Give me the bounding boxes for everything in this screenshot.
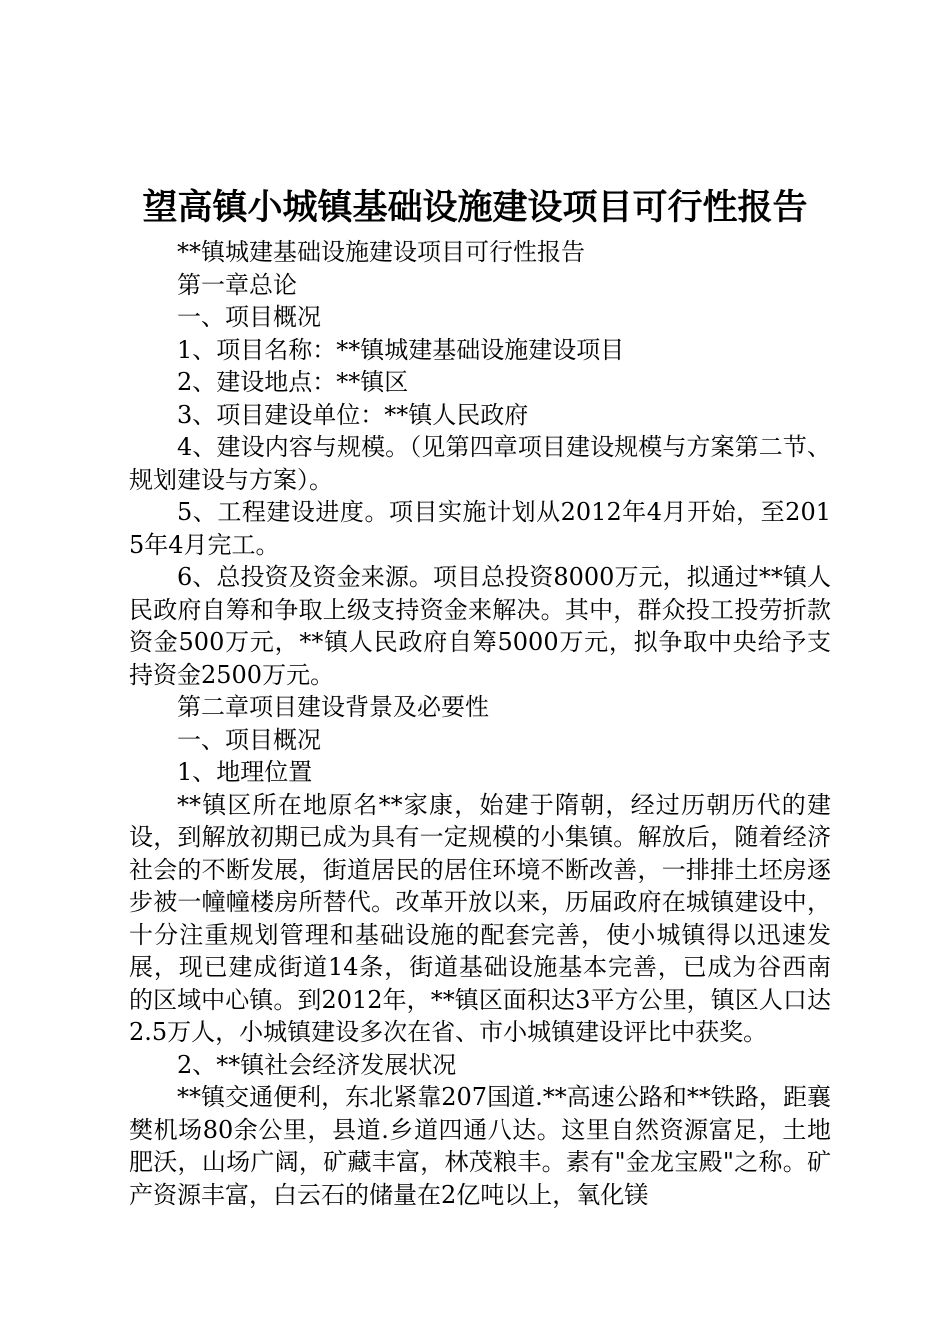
document-title: 望高镇小城镇基础设施建设项目可行性报告 xyxy=(142,187,808,228)
paragraph-geography-body: **镇区所在地原名**家康，始建于隋朝，经过历朝历代的建设，到解放初期已成为具有一定规模的小集镇。解放后，随着经济社会的不断发展，街道居民的居住环境不断改善，一排排土坯房逐步被一幢幢楼房所替代。改革开放以来，历届政府在城镇建设中，十分注重规划管理和基础设施的配套完善，使小城镇得以迅速发展，现已建成街道14条，街道基础设施基本完善，已成为谷西南的区域中心镇。到2012年，**镇区面积达3平方公里，镇区人口达2.5万人，小城镇建设多次在省、市小城镇建设评比中获奖。 xyxy=(129,790,831,1046)
paragraph-chapter-two-heading: 第二章项目建设背景及必要性 xyxy=(177,693,489,721)
paragraph-section-overview: 一、项目概况 xyxy=(177,303,321,331)
paragraph-investment-funding: 6、总投资及资金来源。项目总投资8000万元，拟通过**镇人民政府自筹和争取上级支持资金来解决。其中，群众投工投劳折款资金500万元，**镇人民政府自筹5000万元，拟争取中央给予支持资金2500万元。 xyxy=(129,563,831,689)
document-body xyxy=(129,236,831,1211)
paragraph-chapter-one-heading: 第一章总论 xyxy=(177,270,297,299)
paragraph-project-name: 1、项目名称：**镇城建基础设施建设项目 xyxy=(177,335,625,364)
paragraph-construction-site: 2、建设地点：**镇区 xyxy=(177,368,409,396)
paragraph-economy-heading: 2、**镇社会经济发展状况 xyxy=(177,1050,457,1079)
paragraph-construction-schedule: 5、工程建设进度。项目实施计划从2012年4月开始，至2015年4月完工。 xyxy=(129,498,831,559)
paragraph-section-overview-2: 一、项目概况 xyxy=(177,725,321,754)
paragraph-construction-unit: 3、项目建设单位：**镇人民政府 xyxy=(177,400,529,429)
paragraph-construction-scope: 4、建设内容与规模。（见第四章项目建设规模与方案第二节、规划建设与方案）。 xyxy=(129,433,831,494)
paragraph-economy-body: **镇交通便利，东北紧靠207国道.**高速公路和**铁路，距襄樊机场80余公里，县道.乡道四通八达。这里自然资源富足，土地肥沃，山场广阔，矿藏丰富，林茂粮丰。素有"金龙宝殿"之称。矿产资源丰富，白云石的储量在2亿吨以上，氧化镁 xyxy=(129,1083,831,1209)
paragraph-report-subtitle: **镇城建基础设施建设项目可行性报告 xyxy=(177,238,585,266)
paragraph-geography-heading: 1、地理位置 xyxy=(177,758,313,786)
